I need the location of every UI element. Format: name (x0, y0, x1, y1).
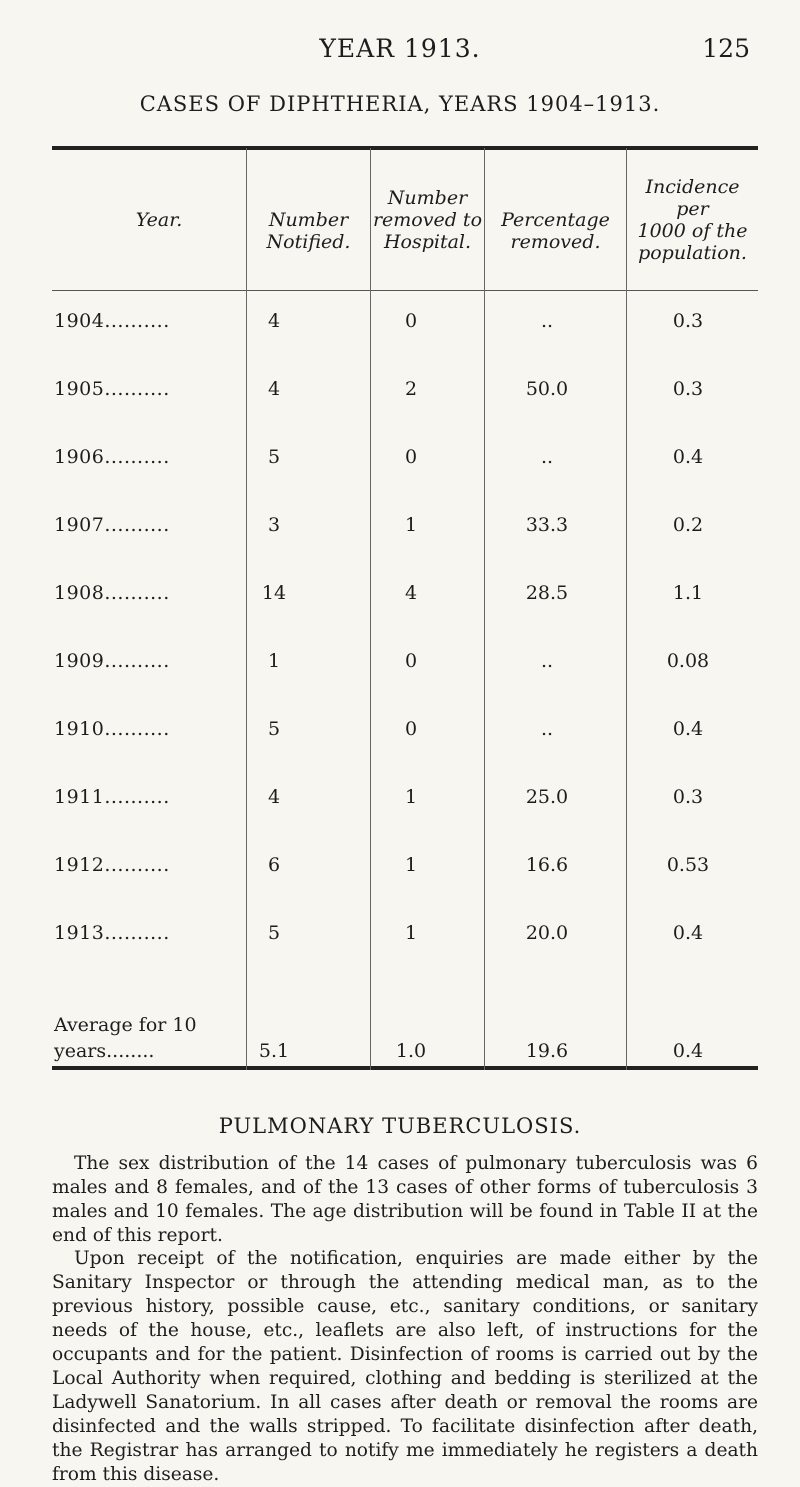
paragraph: Upon receipt of the notification, enquiries are made either by the Sanitary Inspector or through the attending medical man, as to the previous history, possible cause, etc., sanitary conditions, or sanitary needs of the house, etc., leaflets are also left, of instructions for the occupants and for the patient. Disinfection of rooms is carried out by the Local Authority when required, clothing and bedding is sterilized at the Ladywell Sanatorium. In all cases after death or removal the rooms are disinfected and the walls stripped. To facilitate disinfection after death, the Registrar has arranged to notify me immediately he registers a death from this disease. (52, 1248, 758, 1485)
table-row: 1913.......... 5 1 20.0 0.4 (54, 922, 704, 944)
table-row: 1907.......... 3 1 33.3 0.2 (54, 514, 704, 536)
header-removed: Number removed to Hospital. (372, 187, 483, 253)
section-heading: PULMONARY TUBERCULOSIS. (218, 1114, 582, 1138)
table-row: 1911.......... 4 1 25.0 0.3 (54, 786, 704, 808)
table-row: 1905.......... 4 2 50.0 0.3 (54, 378, 704, 400)
table-title: CASES OF DIPHTHERIA, YEARS 1904–1913. (139, 92, 661, 116)
header-incidence: Incidence per 1000 of the population. (637, 176, 748, 264)
page-number: 125 (702, 34, 750, 63)
header-divider-rule (52, 290, 758, 291)
table-row: 1904.......... 4 0 .. 0.3 (54, 310, 704, 332)
table-top-rule (52, 146, 758, 150)
running-head-title: YEAR 1913. (319, 34, 481, 63)
table-row: 1906.......... 5 0 .. 0.4 (54, 446, 704, 468)
paragraph: The sex distribution of the 14 cases of pulmonary tuberculosis was 6 males and 8 females, and of the 13 cases of other forms of tuberculosis 3 males and 10 females. The age distribution will be found in Table II at the end of this report. (52, 1153, 758, 1246)
table-row: 1909.......... 1 0 .. 0.08 (54, 650, 710, 672)
table-row: 1908.......... 14 4 28.5 1.1 (54, 582, 704, 604)
average-label: Average for 10 years........ (54, 1014, 197, 1062)
table-row: 1912.......... 6 1 16.6 0.53 (54, 854, 710, 876)
running-head (0, 30, 800, 70)
header-year: Year. (135, 209, 183, 231)
header-notified: Number Notified. (266, 209, 351, 253)
header-percentage: Percentage removed. (501, 209, 610, 253)
table-row-average: 5.1 1.0 19.6 0.4 (258, 1040, 704, 1062)
table-row: 1910.......... 5 0 .. 0.4 (54, 718, 704, 740)
table-bottom-rule (52, 1066, 758, 1070)
